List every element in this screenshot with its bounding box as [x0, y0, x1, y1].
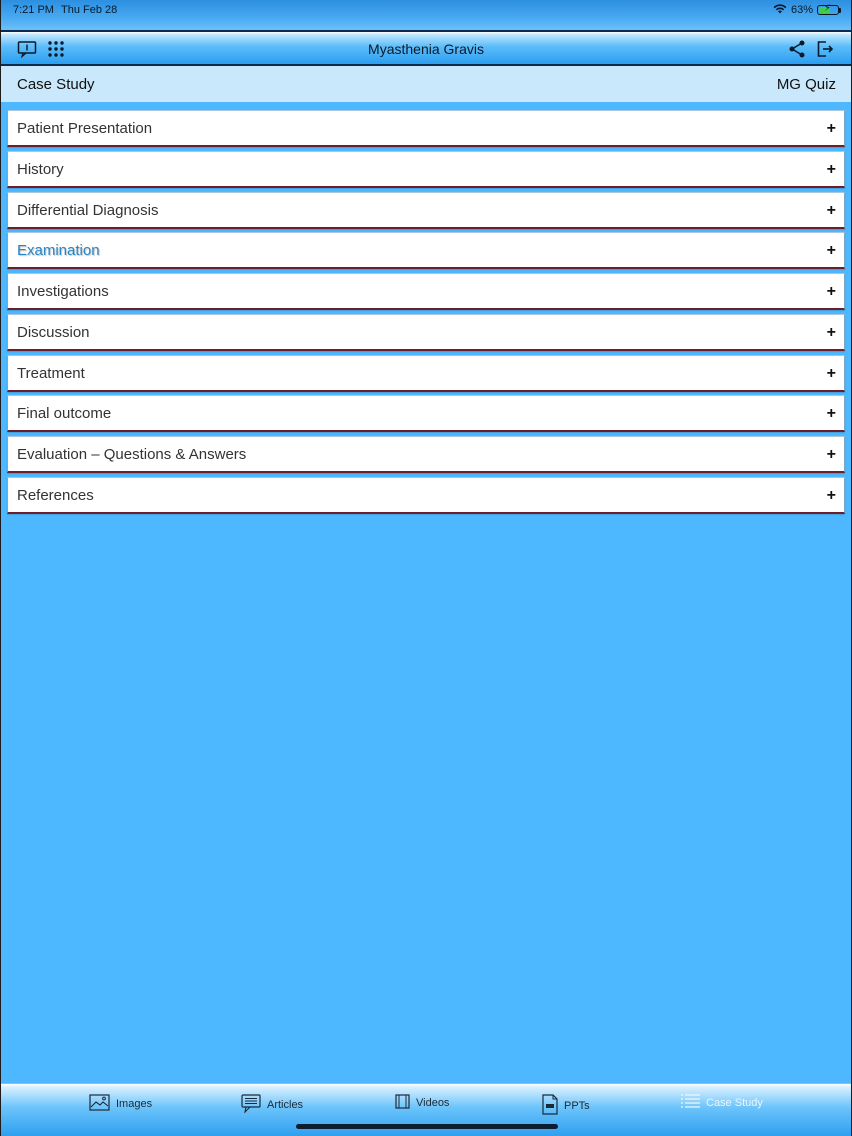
section-label: Treatment [17, 364, 85, 382]
section-evaluation[interactable] [7, 436, 845, 473]
expand-icon[interactable]: + [826, 446, 836, 463]
section-patient-presentation[interactable] [7, 110, 845, 147]
section-list [7, 110, 845, 518]
expand-icon[interactable]: + [826, 160, 836, 178]
tab-label: Articles [267, 1099, 304, 1111]
ppt-file-icon [542, 1094, 558, 1118]
status-time: 7:21 PM [13, 4, 54, 16]
section-discussion[interactable] [7, 314, 845, 351]
tab-case-study[interactable] [681, 1094, 763, 1112]
section-label: Investigations [17, 283, 109, 300]
section-final-outcome[interactable] [7, 395, 845, 432]
section-label: Differential Diagnosis [17, 201, 159, 219]
status-bar [1, 0, 851, 30]
section-history[interactable] [7, 151, 845, 188]
expand-icon[interactable]: + [826, 201, 836, 219]
tab-videos[interactable] [395, 1094, 449, 1112]
image-icon [89, 1094, 110, 1114]
list-icon [681, 1094, 700, 1112]
expand-icon[interactable]: + [826, 283, 836, 300]
wifi-icon [773, 3, 787, 17]
app-screen [1, 0, 851, 1136]
status-right [773, 3, 839, 17]
exit-icon[interactable] [815, 39, 835, 59]
battery-icon [817, 5, 839, 15]
section-treatment[interactable] [7, 355, 845, 392]
navigation-bar [1, 30, 851, 66]
chat-icon [241, 1094, 261, 1116]
mg-quiz-link[interactable]: MG Quiz [776, 76, 836, 93]
section-label: Examination [17, 242, 100, 260]
section-label: Patient Presentation [17, 120, 153, 137]
tab-articles[interactable] [241, 1094, 303, 1116]
tab-label: Case Study [706, 1097, 763, 1109]
section-label: References [17, 486, 94, 504]
section-references[interactable] [7, 477, 845, 514]
expand-icon[interactable]: + [826, 120, 836, 137]
expand-icon[interactable]: + [826, 364, 836, 382]
share-icon[interactable] [787, 39, 807, 59]
expand-icon[interactable]: + [826, 486, 836, 504]
section-label: History [17, 160, 64, 178]
tab-images[interactable] [89, 1094, 152, 1114]
case-study-heading: Case Study [17, 76, 95, 93]
expand-icon[interactable]: + [826, 323, 836, 341]
home-indicator[interactable] [296, 1124, 558, 1129]
charging-icon: ⚡ [824, 3, 832, 14]
section-label: Final outcome [17, 405, 112, 423]
section-examination[interactable] [7, 232, 845, 269]
section-investigations[interactable] [7, 273, 845, 310]
battery-percent: 63% [790, 4, 813, 16]
tab-label: PPTs [564, 1100, 590, 1112]
section-label: Discussion [17, 323, 90, 341]
tab-label: Images [116, 1098, 153, 1110]
tab-label: Videos [416, 1097, 450, 1109]
sub-header [1, 66, 851, 102]
status-date: Thu Feb 28 [61, 4, 118, 16]
section-label: Evaluation – Questions & Answers [17, 446, 247, 463]
expand-icon[interactable]: + [826, 242, 836, 260]
film-icon [395, 1094, 410, 1112]
section-differential-diagnosis[interactable] [7, 192, 845, 229]
expand-icon[interactable]: + [826, 405, 836, 423]
tab-ppts[interactable] [542, 1094, 590, 1118]
page-title: Myasthenia Gravis [368, 41, 484, 57]
